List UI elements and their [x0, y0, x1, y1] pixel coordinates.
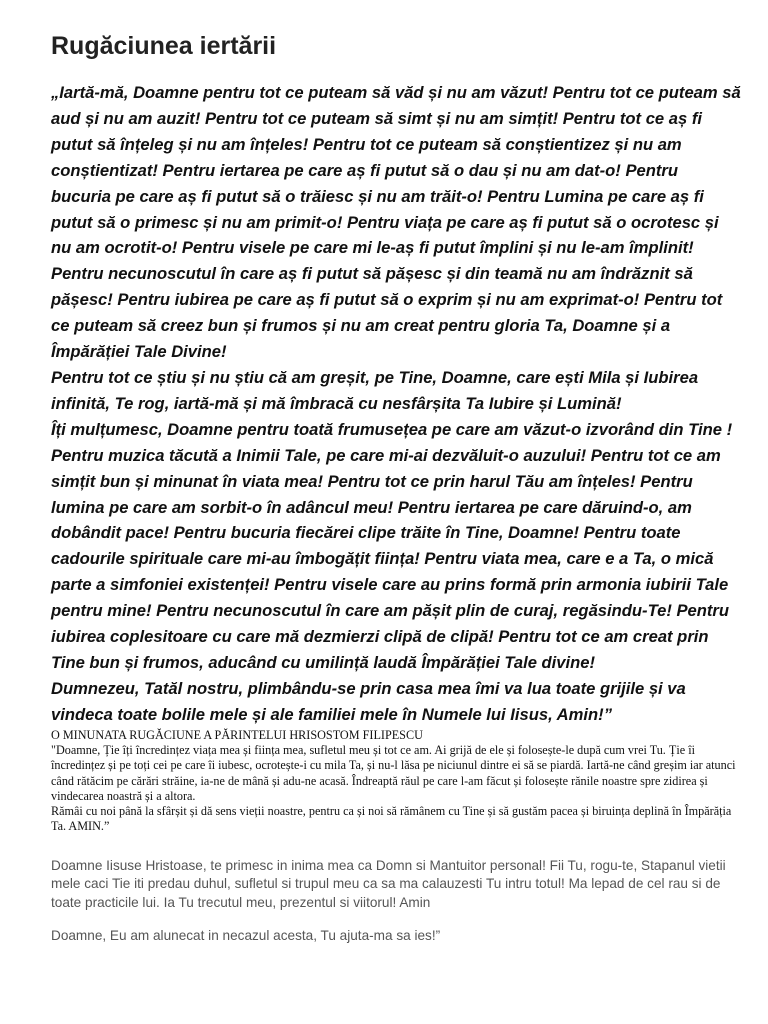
prayer-paragraph: Doamne Iisuse Hristoase, te primesc in inima mea ca Domn si Mantuitor personal! Fii Tu, rogu-te, Stapanul vietii mele caci Tie iti predau duhul, sufletul si trupul meu ca sa ma calauzesti Tu intru totul! Ma lepad de cel rau si de toate practicile lui. Ia Tu trecutul meu, prezentul si viitorul! Amin: [51, 857, 726, 910]
prayer-paragraph: Doamne, Eu am alunecat in necazul acesta, Tu ajuta-ma sa ies!”: [51, 928, 441, 944]
prayer-paragraph: "Doamne, Ție îți încredințez viața mea și ființa mea, sufletul meu și tot ce am. Ai grijă de ele și folosește-le după cum vrei Tu. Ție îi încredințez și pe toți cei pe care îi iubesc, ocrotește-i cu mila Ta, și nu-l lăsa pe niciunul dintre ei să se piardă. Iartă-ne când greșim iar atunci când rătăcim pe cărări străine, ia-ne de mână și adu-ne acasă. Îndreaptă răul pe care l-am făcut și folosește rănile noastre spre zidirea și vindecarea noastră și a altora.: [51, 742, 736, 803]
forgiveness-prayer: [51, 80, 741, 728]
hrisostom-prayer: [51, 728, 741, 835]
page-title: Rugăciunea iertării: [51, 32, 277, 60]
jesus-prayer: [51, 857, 741, 946]
prayer-paragraph: „Iartă-mă, Doamne pentru tot ce puteam să văd și nu am văzut! Pentru tot ce puteam să aud și nu am auzit! Pentru tot ce puteam să simt și nu am simțit! Pentru tot ce aș fi putut să înțeleg și nu am înțeles! Pentru tot ce puteam să conștientizez și nu am conștientizat! Pentru iertarea pe care aș fi putut să o dau și nu am dat-o! Pentru bucuria pe care aș fi putut să o trăiesc și nu am trăit-o! Pentru Lumina pe care aș fi putut să o primesc și nu am primit-o! Pentru viața pe care aș fi putut să o ocrotesc și nu am ocrotit-o! Pentru visele pe care mi le-aș fi putut împlini și nu le-am împlinit! Pentru necunoscutul în care aș fi putut să pășesc și din teamă nu am îndrăznit să pășesc! Pentru iubirea pe care aș fi putut să o exprim și nu am exprimat-o! Pentru tot ce puteam să creez bun și frumos și nu am creat pentru gloria Ta, Doamne și a Împărăției Tale Divine!: [51, 83, 741, 362]
prayer-paragraph: Îți mulțumesc, Doamne pentru toată frumusețea pe care am văzut-o izvorând din Tine ! Pentru muzica tăcută a Inimii Tale, pe care mi-ai dezvăluit-o auzului! Pentru tot ce am simțit bun și minunat în viata mea! Pentru tot ce prin harul Tău am înțeles! Pentru lumina pe care am sorbit-o în adâncul meu! Pentru iertarea pe care dăruind-o, am dobândit pace! Pentru bucuria fiecărei clipe trăite în Tine, Doamne! Pentru toate cadourile spirituale care mi-au îmbogățit ființa! Pentru viata mea, care e a Ta, o mică parte a simfoniei existenței! Pentru visele care au prins formă prin armonia iubirii Tale pentru mine! Pentru necunoscutul în care am pășit plin de curaj, regăsindu-Te! Pentru iubirea coplesitoare cu care mă dezmierzi clipă de clipă! Pentru tot ce am creat prin Tine bun și frumos, aducând cu umilință laudă Împărăției Tale divine!: [51, 419, 733, 672]
prayer-paragraph: Rămâi cu noi până la sfârșit și dă sens vieții noastre, pentru ca și noi să rămânem cu Tine și să gustăm pacea și biruința deplină în Împărăția Ta. AMIN.”: [51, 804, 732, 834]
prayer-paragraph: Pentru tot ce știu și nu știu că am greșit, pe Tine, Doamne, care ești Mila și Iubirea infinită, Te rog, iartă-mă și mă îmbracă cu nesfârșita Ta Iubire și Lumină!: [51, 367, 699, 413]
prayer-paragraph: Dumnezeu, Tatăl nostru, plimbându-se prin casa mea îmi va lua toate grijile și va vindeca toate bolile mele și ale familiei mele în Numele lui Iisus, Amin!”: [51, 678, 686, 724]
document-page: [51, 0, 741, 946]
prayer-heading: O MINUNATA RUGĂCIUNE A PĂRINTELUI HRISOSTOM FILIPESCU: [51, 727, 423, 742]
